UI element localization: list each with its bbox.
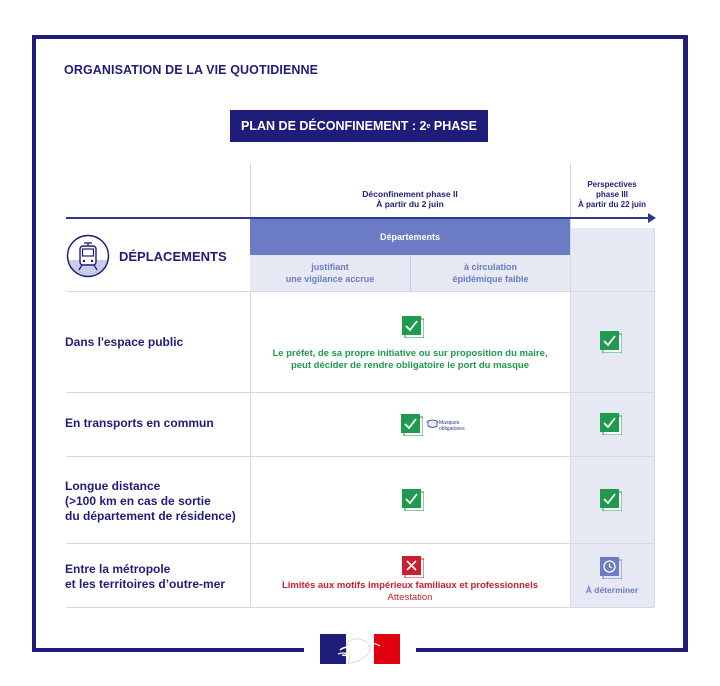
marianne-logo [318, 632, 402, 665]
plan-title-sup: e [426, 122, 431, 130]
plan-title-suffix: PHASE [430, 119, 477, 133]
row-label-longue-distance [65, 479, 236, 524]
espace-public-note-2: peut décider de rendre obligatoire le port du masque [290, 360, 530, 371]
subheader-circulation-2: épidémique faible [452, 274, 529, 284]
tram-icon [66, 234, 110, 278]
outre-mer-note: Limités aux motifs impérieux familiaux et professionnels [281, 580, 539, 591]
plan-banner [230, 110, 488, 142]
grid-hline-2 [66, 392, 654, 393]
phase3-title-2: phase III [595, 190, 628, 199]
grid-vline-phase3-left [570, 163, 571, 607]
phase3-date: À partir du 22 juin [577, 200, 646, 209]
check-icon [600, 489, 622, 511]
mask-icon [426, 419, 439, 429]
a-determiner-label: À déterminer [585, 585, 639, 595]
subheader-circulation [411, 255, 570, 291]
subheader-vigilance [250, 255, 410, 291]
grid-vline-right [654, 228, 655, 607]
cross-icon [402, 556, 424, 578]
grid-hline-4 [66, 543, 654, 544]
espace-public-note [250, 348, 570, 372]
longue-distance-2: (>100 km en cas de sortie [65, 494, 211, 508]
outre-mer-1: Entre la métropole [65, 562, 171, 576]
grid-hline-3 [66, 456, 654, 457]
phase2-header [250, 189, 570, 209]
row-label-espace-public: Dans l'espace public [65, 335, 184, 349]
departements-header: Départements [250, 219, 570, 255]
row-label-outre-mer [65, 562, 225, 592]
subheader-circulation-1: à circulation [463, 262, 517, 272]
section-heading: ORGANISATION DE LA VIE QUOTIDIENNE [64, 63, 319, 77]
phase3-title-1: Perspectives [587, 180, 637, 189]
section-title-deplacements: DÉPLACEMENTS [119, 249, 227, 264]
check-icon [401, 414, 423, 436]
phase3-header [570, 180, 654, 210]
timeline-arrow-head [648, 213, 656, 223]
badge-line-1: Masques [439, 420, 460, 426]
subheader-vigilance-2: une vigilance accrue [285, 274, 375, 284]
check-icon [600, 331, 622, 353]
row-label-transports: En transports en commun [65, 416, 214, 430]
espace-public-note-1: Le préfet, de sa propre initiative ou sur proposition du maire, [272, 348, 548, 359]
plan-title-prefix: PLAN DE DÉCONFINEMENT : 2 [241, 119, 427, 133]
check-icon [402, 489, 424, 511]
check-icon [402, 316, 424, 338]
phase2-date: À partir du 2 juin [376, 199, 444, 209]
masques-obligatoires-badge [439, 420, 465, 432]
check-icon [600, 413, 622, 435]
clock-icon [600, 557, 622, 579]
phase2-title: Déconfinement phase II [362, 189, 458, 199]
grid-hline-5 [66, 607, 654, 608]
outre-mer-2: et les territoires d’outre-mer [65, 577, 226, 591]
longue-distance-3: du département de résidence) [65, 509, 236, 523]
grid-hline-1 [66, 291, 654, 292]
attestation-note: Attestation [387, 592, 433, 603]
badge-line-2: obligatoires [439, 426, 465, 432]
subheader-vigilance-1: justifiant [311, 262, 349, 272]
longue-distance-1: Longue distance [65, 479, 161, 493]
